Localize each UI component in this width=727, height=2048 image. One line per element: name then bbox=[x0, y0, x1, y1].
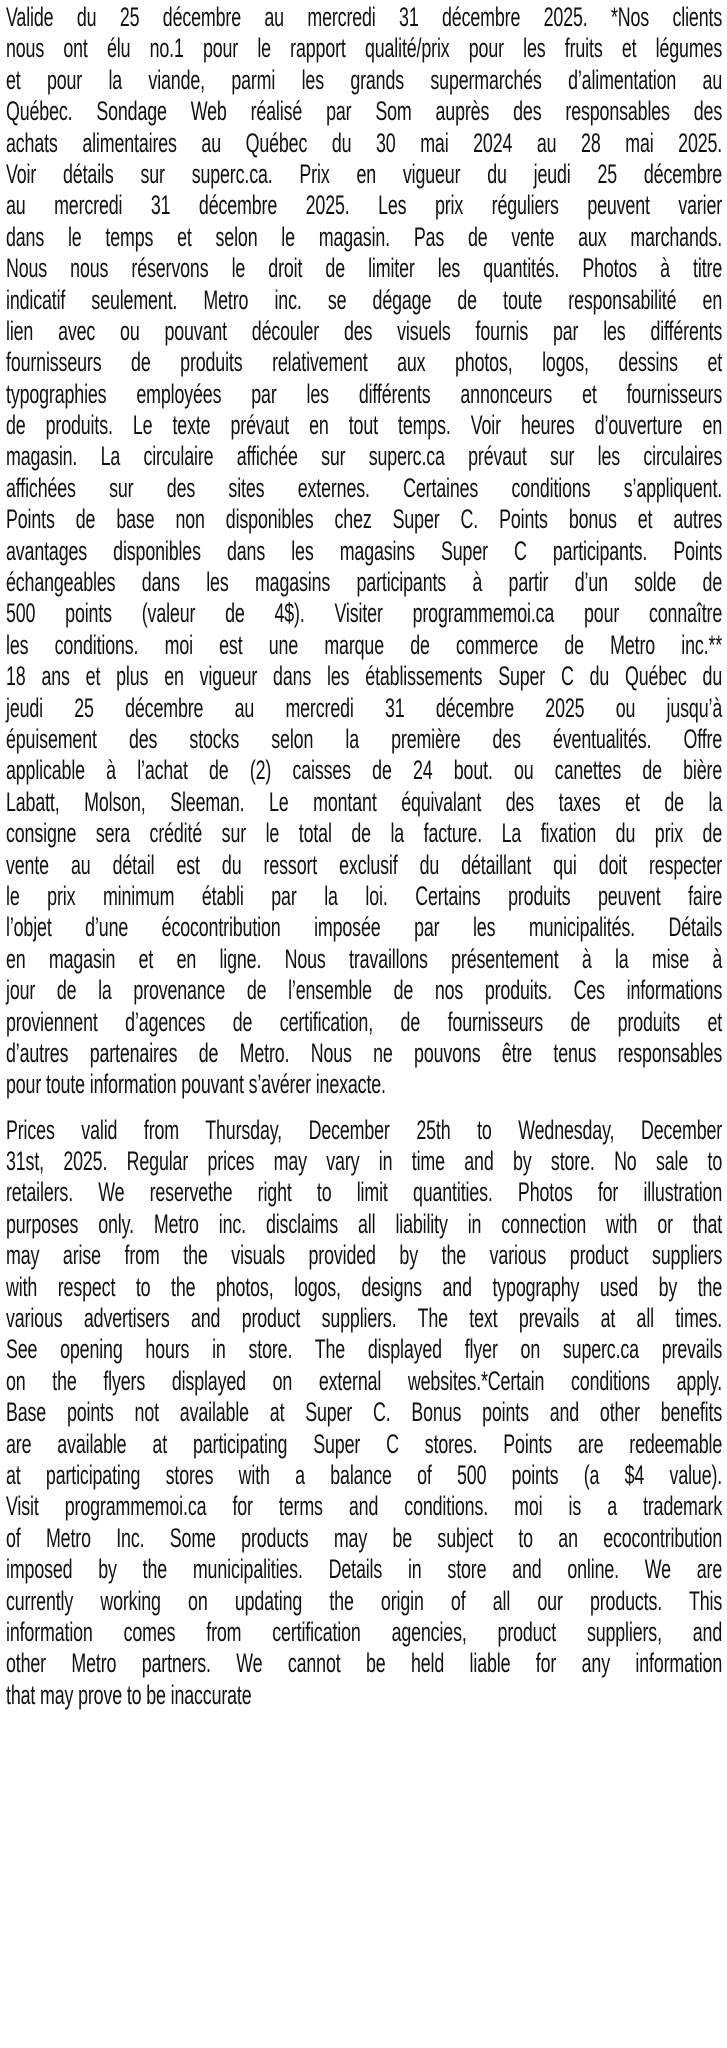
french-text-line: le prix minimum établi par la loi. Certains produits peuvent faire bbox=[6, 880, 723, 911]
english-text-line: are available at participating Super C stores. Points are redeemable bbox=[6, 1428, 723, 1459]
english-text-line: other Metro partners. We cannot be held liable for any information bbox=[6, 1648, 723, 1679]
french-text-line: lien avec ou pouvant découler des visuels fournis par les différents bbox=[6, 315, 723, 346]
english-text-line: 31st, 2025. Regular prices may vary in time and by store. No sale to bbox=[6, 1146, 723, 1177]
french-disclaimer-paragraph bbox=[6, 2, 722, 1101]
french-text-line: indicatif seulement. Metro inc. se dégage de toute responsabilité en bbox=[6, 284, 723, 315]
english-text-line: may arise from the visuals provided by the various product suppliers bbox=[6, 1240, 723, 1271]
french-text-line: au mercredi 31 décembre 2025. Les prix réguliers peuvent varier bbox=[6, 190, 723, 221]
french-text-line: Voir détails sur superc.ca. Prix en vigueur du jeudi 25 décembre bbox=[6, 158, 723, 189]
french-text-line: avantages disponibles dans les magasins Super C participants. Points bbox=[6, 535, 723, 566]
french-text-line: applicable à l’achat de (2) caisses de 24 bout. ou canettes de bière bbox=[6, 755, 723, 786]
french-text-line: d’autres partenaires de Metro. Nous ne pouvons être tenus responsables bbox=[6, 1037, 723, 1068]
french-text-line: 18 ans et plus en vigueur dans les établissements Super C du Québec du bbox=[6, 661, 723, 692]
french-text-line: nous ont élu no.1 pour le rapport qualité/prix pour les fruits et légumes bbox=[6, 33, 723, 64]
french-text-line: en magasin et en ligne. Nous travaillons présentement à la mise à bbox=[6, 943, 723, 974]
english-text-line: See opening hours in store. The displayed flyer on superc.ca prevails bbox=[6, 1334, 723, 1365]
english-text-line: on the flyers displayed on external websites.*Certain conditions apply. bbox=[6, 1365, 723, 1396]
english-text-line: retailers. We reservethe right to limit quantities. Photos for illustration bbox=[6, 1177, 723, 1208]
french-text-line: échangeables dans les magasins participants à partir d’un solde de bbox=[6, 567, 723, 598]
french-text-line: Nous nous réservons le droit de limiter les quantités. Photos à titre bbox=[6, 253, 723, 284]
english-text-line: imposed by the municipalities. Details in store and online. We are bbox=[6, 1554, 723, 1585]
french-text-line: Valide du 25 décembre au mercredi 31 décembre 2025. *Nos clients bbox=[6, 2, 723, 32]
legal-disclaimer-document bbox=[6, 2, 722, 1711]
english-text-line: currently working on updating the origin of all our products. This bbox=[6, 1585, 723, 1616]
french-text-line: vente au détail est du ressort exclusif du détaillant qui doit respecter bbox=[6, 849, 723, 880]
english-text-line: various advertisers and product suppliers. The text prevails at all times. bbox=[6, 1303, 723, 1334]
french-text-line: consigne sera crédité sur le total de la facture. La fixation du prix de bbox=[6, 818, 723, 849]
french-text-line: de produits. Le texte prévaut en tout temps. Voir heures d’ouverture en bbox=[6, 410, 723, 441]
french-text-line: typographies employées par les différents annonceurs et fournisseurs bbox=[6, 378, 723, 409]
french-text-line: épuisement des stocks selon la première des éventualités. Offre bbox=[6, 723, 723, 754]
french-text-line: Labatt, Molson, Sleeman. Le montant équivalant des taxes et de la bbox=[6, 786, 723, 817]
french-text-line: magasin. La circulaire affichée sur superc.ca prévaut sur les circulaires bbox=[6, 441, 723, 472]
french-text-line: proviennent d’agences de certification, de fournisseurs de produits et bbox=[6, 1006, 723, 1037]
english-text-line: of Metro Inc. Some products may be subject to an ecocontribution bbox=[6, 1522, 723, 1553]
french-text-line: les conditions. moi est une marque de commerce de Metro inc.** bbox=[6, 629, 723, 660]
french-text-line: pour toute information pouvant s’avérer inexacte. bbox=[6, 1069, 386, 1100]
french-text-line: Québec. Sondage Web réalisé par Som auprès des responsables des bbox=[6, 96, 723, 127]
english-text-line: Visit programmemoi.ca for terms and conditions. moi is a trademark bbox=[6, 1491, 723, 1522]
english-text-line: with respect to the photos, logos, designs and typography used by the bbox=[6, 1271, 723, 1302]
french-text-line: dans le temps et selon le magasin. Pas de vente aux marchands. bbox=[6, 221, 723, 252]
french-text-line: jour de la provenance de l’ensemble de nos produits. Ces informations bbox=[6, 975, 723, 1006]
english-disclaimer-paragraph bbox=[6, 1115, 722, 1711]
english-text-line: Base points not available at Super C. Bonus points and other benefits bbox=[6, 1397, 723, 1428]
french-text-line: Points de base non disponibles chez Super C. Points bonus et autres bbox=[6, 504, 723, 535]
french-text-line: achats alimentaires au Québec du 30 mai 2024 au 28 mai 2025. bbox=[6, 127, 723, 158]
english-text-line: purposes only. Metro inc. disclaims all liability in connection with or that bbox=[6, 1208, 723, 1239]
english-text-line: Prices valid from Thursday, December 25th to Wednesday, December bbox=[6, 1114, 723, 1145]
french-text-line: fournisseurs de produits relativement aux photos, logos, dessins et bbox=[6, 347, 723, 378]
french-text-line: affichées sur des sites externes. Certaines conditions s’appliquent. bbox=[6, 472, 723, 503]
english-text-line: that may prove to be inaccurate bbox=[6, 1679, 252, 1710]
french-text-line: 500 points (valeur de 4$). Visiter programmemoi.ca pour connaître bbox=[6, 598, 723, 629]
french-text-line: l’objet d’une écocontribution imposée par les municipalités. Détails bbox=[6, 912, 723, 943]
english-text-line: at participating stores with a balance of 500 points (a $4 value). bbox=[6, 1459, 723, 1490]
english-text-line: information comes from certification agencies, product suppliers, and bbox=[6, 1616, 723, 1647]
french-text-line: et pour la viande, parmi les grands supermarchés d’alimentation au bbox=[6, 64, 723, 95]
french-text-line: jeudi 25 décembre au mercredi 31 décembre 2025 ou jusqu’à bbox=[6, 692, 723, 723]
